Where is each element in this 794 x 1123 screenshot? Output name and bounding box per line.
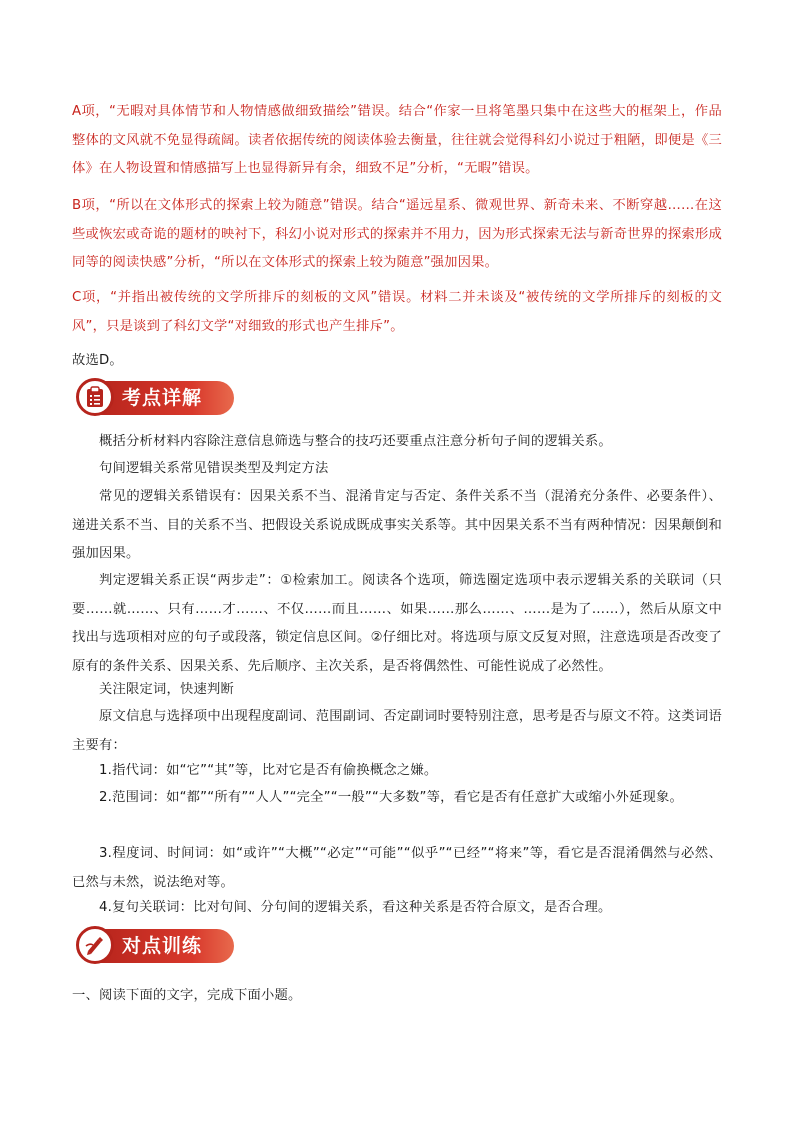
kaodian-item-1: 1.指代词：如“它”“其”等，比对它是否有偷换概念之嫌。 [99, 763, 438, 778]
clipboard-icon [76, 378, 114, 416]
duidian-banner [76, 926, 234, 964]
analysis-conclusion: 故选D。 [72, 353, 123, 368]
kaodian-banner [76, 378, 234, 416]
kaodian-item-2: 2.范围词：如“都”“所有”“人人”“完全”“一般”“大多数”等，看它是否有任意扩大或缩小外延现象。 [99, 790, 684, 805]
kaodian-subheading-2: 关注限定词，快速判断 [99, 682, 234, 697]
kaodian-item-4: 4.复句关联词：比对句间、分句间的逻辑关系，看这种关系是否符合原文，是否合理。 [99, 900, 612, 915]
kaodian-subheading-1: 句间逻辑关系常见错误类型及判定方法 [99, 461, 329, 476]
kaodian-para-1: 概括分析材料内容除注意信息筛选与整合的技巧还要重点注意分析句子间的逻辑关系。 [99, 434, 612, 449]
analysis-option-b: B项，“所以在文体形式的探索上较为随意”错误。结合“遥远星系、微观世界、新奇未来、不断穿越……在这些或恢宏或奇诡的题材的映衬下，科幻小说对形式的探索并不用力，因为形式探索无法与新奇世界的探索形成同等的阅读快感”分析，“所以在文体形式的探索上较为随意”强加因果。 [72, 198, 722, 270]
kaodian-para-3: 判定逻辑关系正误“两步走”：①检索加工。阅读各个选项，筛选圈定选项中表示逻辑关系的关联词（只要……就……、只有……才……、不仅……而且……、如果……那么……、……是为了……），然后从原文中找出与选项相对应的句子或段落，锁定信息区间。②仔细比对。将选项与原文反复对照，注意选项是否改变了原有的条件关系、因果关系、先后顺序、主次关系，是否将偶然性、可能性说成了必然性。 [72, 573, 722, 674]
analysis-option-c: C项，“并指出被传统的文学所排斥的刻板的文风”错误。材料二并未谈及“被传统的文学所排斥的刻板的文风”，只是谈到了科幻文学“对细致的形式也产生排斥”。 [72, 290, 722, 334]
kaodian-item-3: 3.程度词、时间词：如“或许”“大概”“必定”“可能”“似乎”“已经”“将来”等，看它是否混淆偶然与必然、已然与未然，说法绝对等。 [72, 846, 722, 890]
kaodian-title: 考点详解 [122, 387, 203, 409]
pencil-icon [76, 926, 114, 964]
kaodian-para-2: 常见的逻辑关系错误有：因果关系不当、混淆肯定与否定、条件关系不当（混淆充分条件、必要条件）、递进关系不当、目的关系不当、把假设关系说成既成事实关系等。其中因果关系不当有两种情况：因果颠倒和强加因果。 [72, 489, 722, 561]
analysis-option-a: A项，“无暇对具体情节和人物情感做细致描绘”错误。结合“作家一旦将笔墨只集中在这些大的框架上，作品整体的文风就不免显得疏阔。读者依据传统的阅读体验去衡量，往往就会觉得科幻小说过于粗陋，即便是《三体》在人物设置和情感描写上也显得新异有余，细致不足”分析，“无暇”错误。 [72, 104, 722, 176]
kaodian-para-4: 原文信息与选择项中出现程度副词、范围副词、否定副词时要特别注意，思考是否与原文不符。这类词语主要有： [72, 709, 722, 753]
duidian-title: 对点训练 [122, 935, 203, 957]
duidian-instruction: 一、阅读下面的文字，完成下面小题。 [72, 988, 302, 1003]
